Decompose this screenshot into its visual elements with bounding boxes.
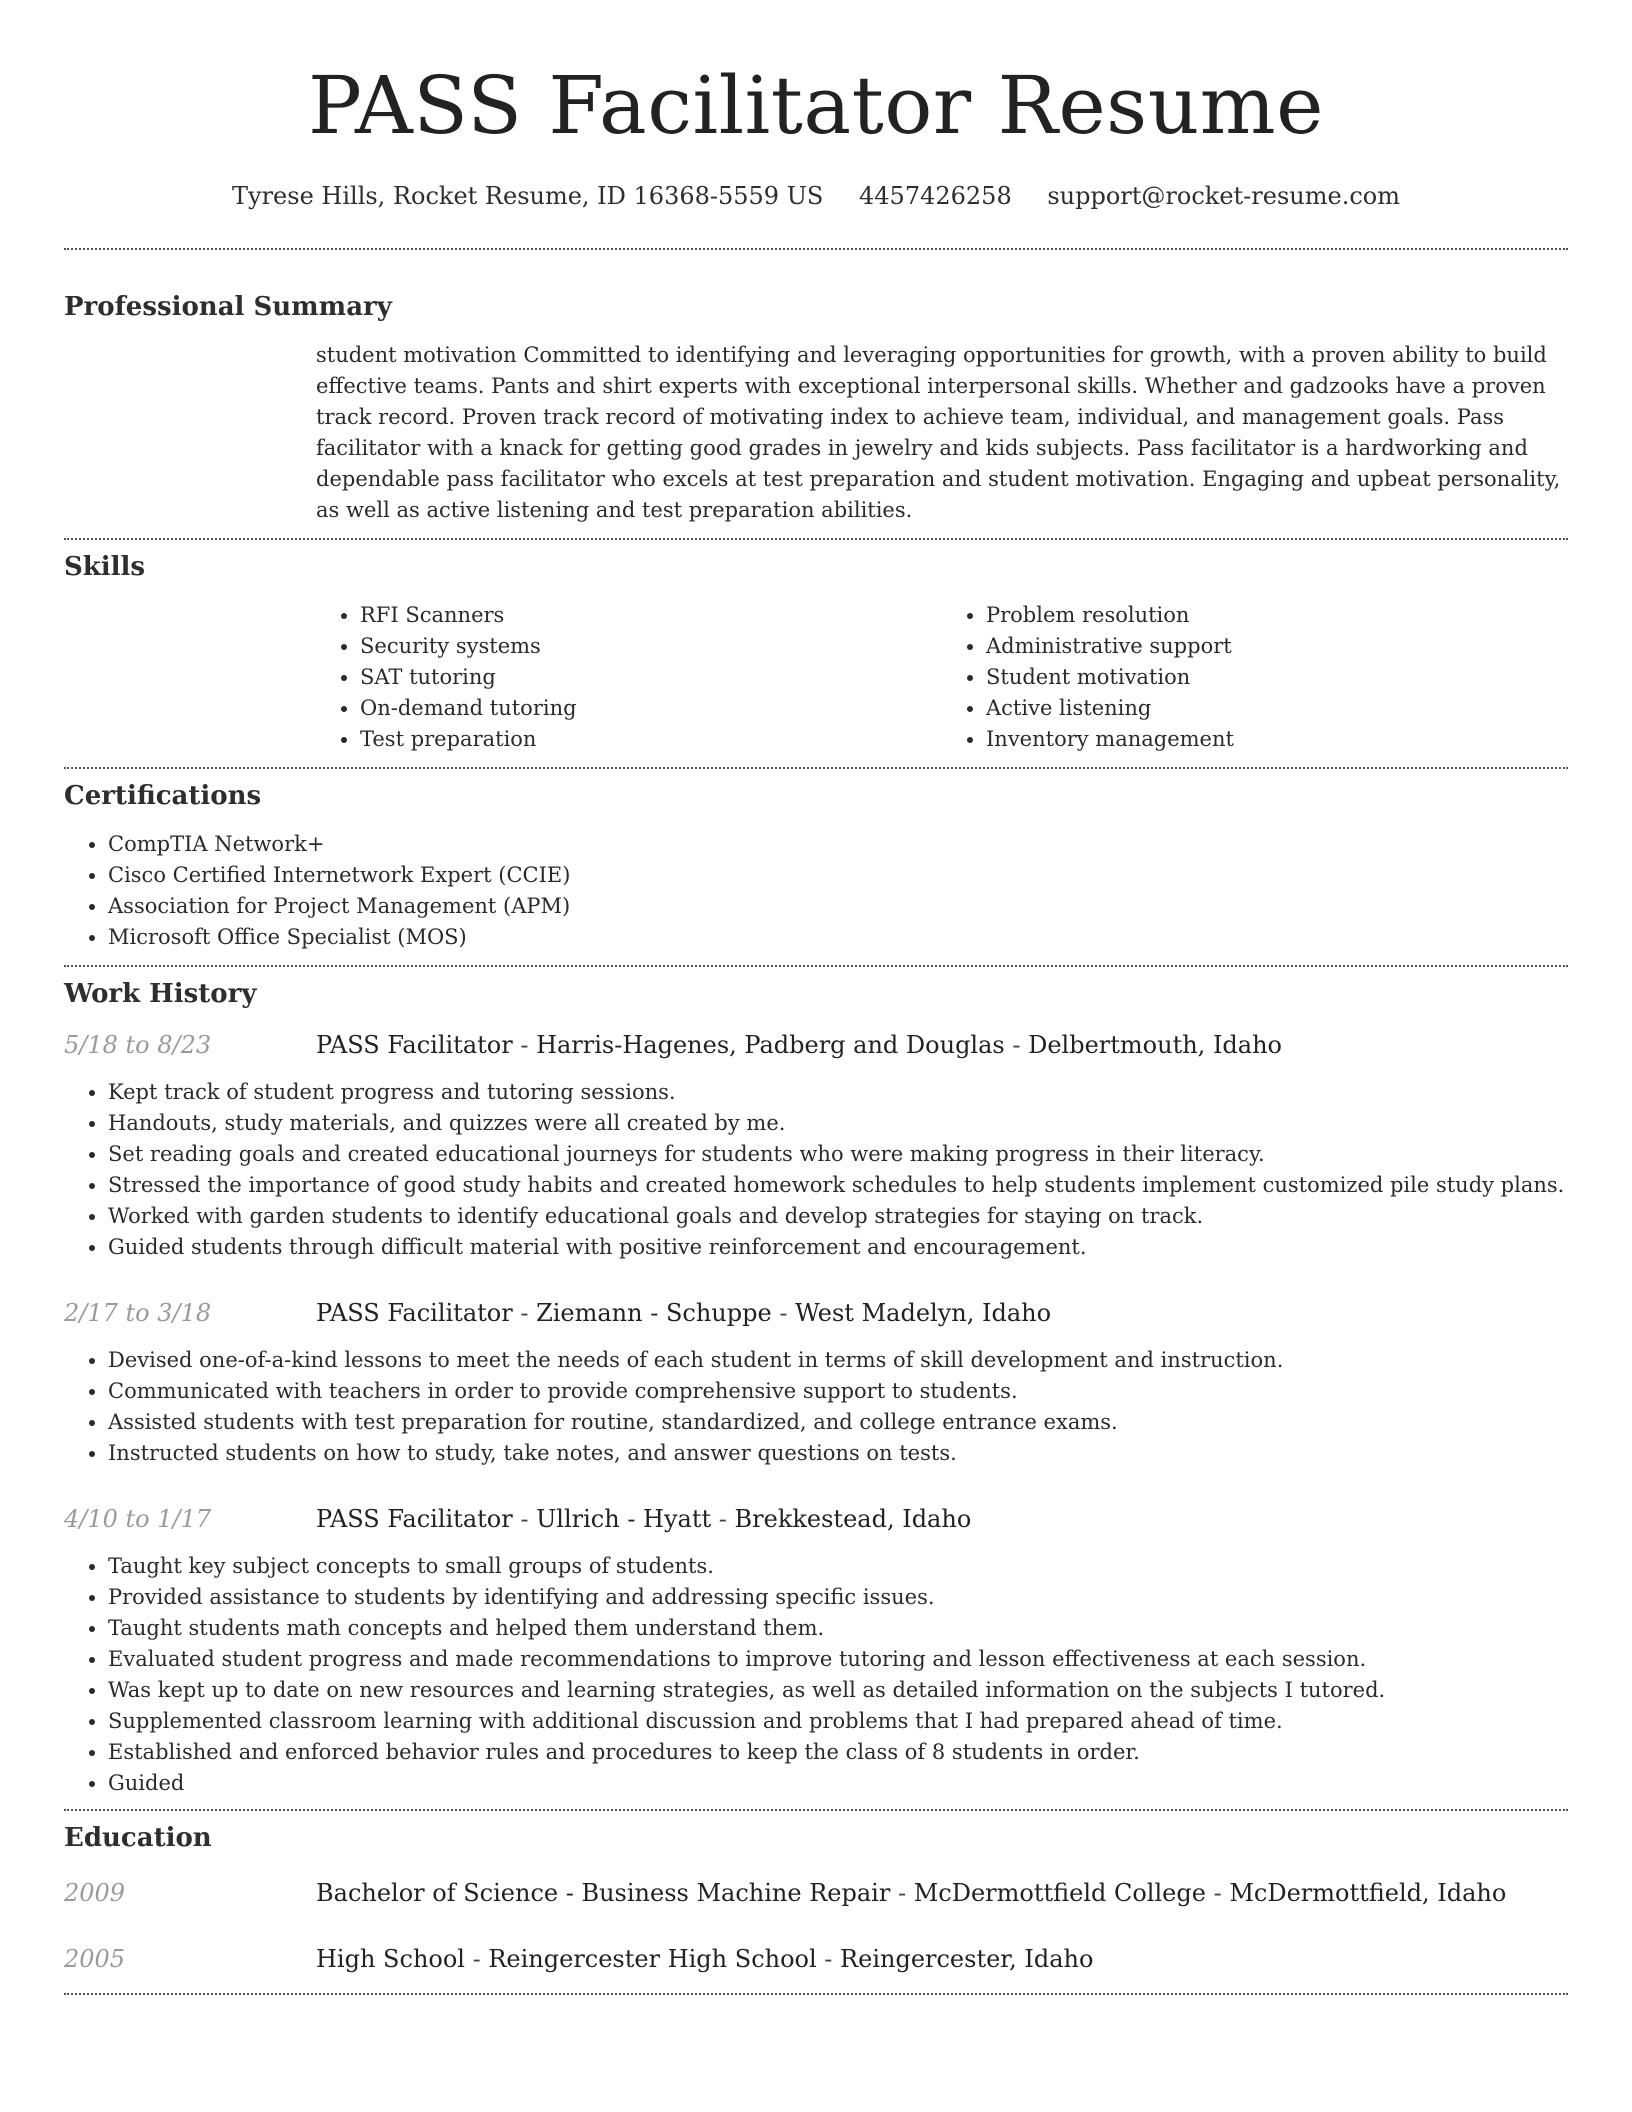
skill-item: • Administrative support (986, 631, 1568, 662)
job-bullet: • Established and enforced behavior rules and procedures to keep the class of 8 students in order. (108, 1737, 1568, 1768)
job-company: Ziemann - Schuppe (536, 1299, 772, 1327)
skills-grid (316, 600, 1568, 755)
skill-item: • RFI Scanners (360, 600, 942, 631)
skill-item: • Student motivation (986, 662, 1568, 693)
certifications-section (64, 769, 1568, 953)
education-section (64, 1811, 1568, 1975)
education-line: High School - Reingercester High School - Reingercester, Idaho (316, 1945, 1094, 1973)
education-degree: High School (316, 1945, 465, 1973)
certification-item: • CompTIA Network+ (108, 829, 1568, 860)
job-dates: 5/18 to 8/23 (64, 1031, 212, 1059)
job-entry (64, 1029, 1568, 1263)
contact-email: support@rocket-resume.com (1047, 182, 1400, 210)
job-bullet: • Stressed the importance of good study habits and created homework schedules to help students implement customized pile study plans. (108, 1170, 1568, 1201)
skill-item: • SAT tutoring (360, 662, 942, 693)
job-header (64, 1297, 1568, 1329)
job-header (64, 1029, 1568, 1061)
skill-item: • On-demand tutoring (360, 693, 942, 724)
job-bullet: • Instructed students on how to study, take notes, and answer questions on tests. (108, 1438, 1568, 1469)
certification-item: • Microsoft Office Specialist (MOS) (108, 922, 1568, 953)
job-bullet: • Was kept up to date on new resources and learning strategies, as well as detailed information on the subjects I tutored. (108, 1675, 1568, 1706)
skills-heading: Skills (64, 552, 146, 582)
job-entry (64, 1297, 1568, 1469)
job-bullet: • Worked with garden students to identify educational goals and develop strategies for staying on track. (108, 1201, 1568, 1232)
certifications-list (64, 829, 1568, 953)
skills-section (64, 540, 1568, 755)
job-title: PASS Facilitator (316, 1031, 513, 1059)
job-title: PASS Facilitator (316, 1299, 513, 1327)
job-entry (64, 1503, 1568, 1799)
skill-item: • Active listening (986, 693, 1568, 724)
summary-text: student motivation Committed to identifying and leveraging opportunities for growth, with a proven ability to build effective teams. Pants and shirt experts with exceptional interpersonal skills. Whether and gadzooks have a proven track record. Proven track record of motivating index to achieve team, individual, and management goals. Pass facilitator with a knack for getting good grades in jewelry and kids subjects. Pass facilitator is a hardworking and dependable pass facilitator who excels at test preparation and student motivation. Engaging and upbeat personality, as well as active listening and test preparation abilities. (316, 343, 1561, 522)
job-bullet: • Evaluated student progress and made recommendations to improve tutoring and lesson effectiveness at each session. (108, 1644, 1568, 1675)
job-bullet: • Taught students math concepts and helped them understand them. (108, 1613, 1568, 1644)
work-history-heading: Work History (64, 979, 257, 1009)
contact-address: Tyrese Hills, Rocket Resume, ID 16368-5559 US (232, 182, 824, 210)
skill-item: • Inventory management (986, 724, 1568, 755)
skill-item: • Test preparation (360, 724, 942, 755)
job-header (64, 1503, 1568, 1535)
job-company: Harris-Hagenes, Padberg and Douglas (536, 1031, 1005, 1059)
summary-section (64, 250, 1568, 526)
skill-item: • Security systems (360, 631, 942, 662)
job-bullet: • Supplemented classroom learning with additional discussion and problems that I had prepared ahead of time. (108, 1706, 1568, 1737)
job-bullet: • Taught key subject concepts to small groups of students. (108, 1551, 1568, 1582)
certification-item: • Association for Project Management (APM) (108, 891, 1568, 922)
education-location: McDermottfield, Idaho (1229, 1879, 1507, 1907)
education-year: 2009 (64, 1879, 126, 1907)
job-bullet: • Devised one-of-a-kind lessons to meet the needs of each student in terms of skill development and instruction. (108, 1345, 1568, 1376)
education-location: Reingercester, Idaho (840, 1945, 1094, 1973)
job-bullet: • Communicated with teachers in order to provide comprehensive support to students. (108, 1376, 1568, 1407)
job-bullet: • Guided (108, 1768, 1568, 1799)
certifications-heading: Certifications (64, 781, 262, 811)
job-location: Delbertmouth, Idaho (1028, 1031, 1282, 1059)
job-title: PASS Facilitator (316, 1505, 513, 1533)
job-bullet: • Guided students through difficult material with positive reinforcement and encouragement. (108, 1232, 1568, 1263)
education-line: Bachelor of Science - Business Machine Repair - McDermottfield College - McDermottfield, Idaho (316, 1879, 1507, 1907)
job-bullet: • Set reading goals and created educational journeys for students who were making progress in their literacy. (108, 1139, 1568, 1170)
job-bullets (64, 1077, 1568, 1263)
job-title-line: PASS Facilitator - Ullrich - Hyatt - Brekkestead, Idaho (316, 1505, 972, 1533)
job-dates: 2/17 to 3/18 (64, 1299, 212, 1327)
skills-list-right (942, 600, 1568, 755)
education-school: McDermottfield College (913, 1879, 1206, 1907)
job-location: West Madelyn, Idaho (795, 1299, 1052, 1327)
skill-item: • Problem resolution (986, 600, 1568, 631)
contact-phone: 4457426258 (859, 182, 1012, 210)
education-school: Reingercester High School (488, 1945, 817, 1973)
job-location: Brekkestead, Idaho (734, 1505, 972, 1533)
job-bullet: • Provided assistance to students by identifying and addressing specific issues. (108, 1582, 1568, 1613)
education-degree: Bachelor of Science - Business Machine Repair (316, 1879, 891, 1907)
job-bullets (64, 1345, 1568, 1469)
contact-line (64, 180, 1568, 212)
education-entry (64, 1943, 1568, 1975)
job-company: Ullrich - Hyatt (536, 1505, 712, 1533)
job-title-line: PASS Facilitator - Harris-Hagenes, Padberg and Douglas - Delbertmouth, Idaho (316, 1031, 1282, 1059)
skills-list-left (316, 600, 942, 755)
education-entry (64, 1877, 1568, 1909)
job-dates: 4/10 to 1/17 (64, 1505, 212, 1533)
divider (64, 1993, 1568, 1995)
education-heading: Education (64, 1823, 212, 1853)
resume-title: PASS Facilitator Resume (308, 59, 1324, 152)
education-year: 2005 (64, 1945, 126, 1973)
job-bullets (64, 1551, 1568, 1799)
certification-item: • Cisco Certified Internetwork Expert (CCIE) (108, 860, 1568, 891)
job-title-line: PASS Facilitator - Ziemann - Schuppe - West Madelyn, Idaho (316, 1299, 1052, 1327)
job-bullet: • Kept track of student progress and tutoring sessions. (108, 1077, 1568, 1108)
job-bullet: • Handouts, study materials, and quizzes were all created by me. (108, 1108, 1568, 1139)
job-bullet: • Assisted students with test preparation for routine, standardized, and college entrance exams. (108, 1407, 1568, 1438)
work-history-section (64, 967, 1568, 1799)
summary-heading: Professional Summary (64, 292, 392, 322)
